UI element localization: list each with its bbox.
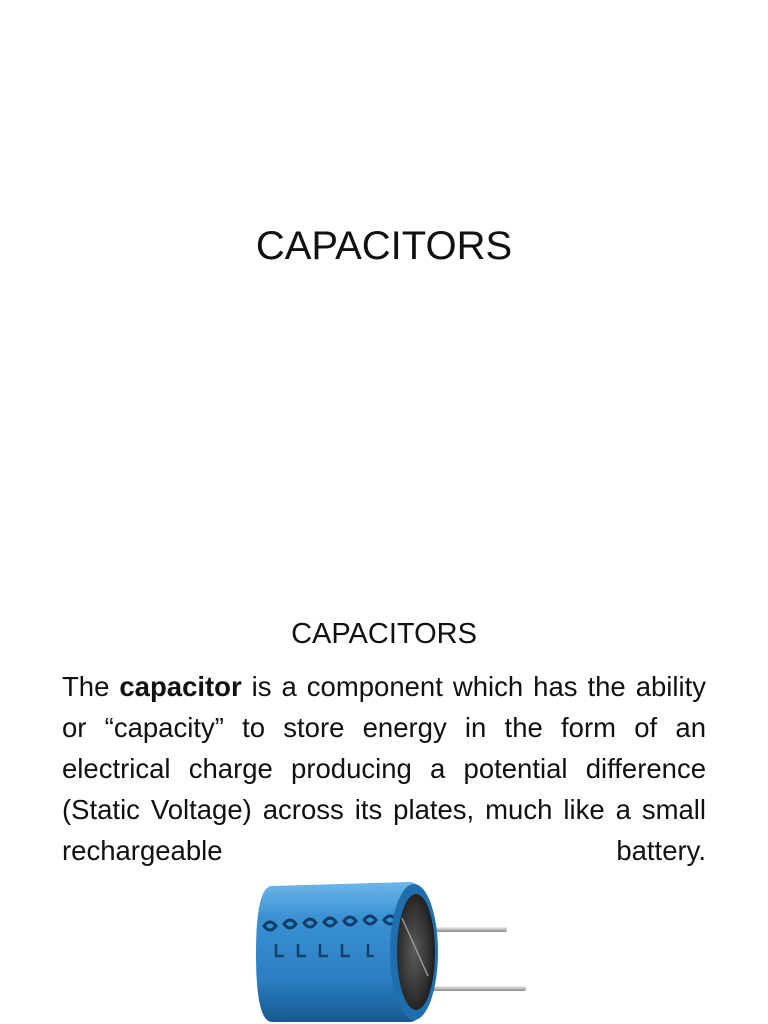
capacitor-image — [250, 876, 540, 1024]
body-paragraph — [62, 666, 706, 871]
capacitor-lead-top — [425, 927, 507, 932]
bold-term: capacitor — [119, 671, 242, 702]
slide-title: CAPACITORS — [255, 224, 513, 268]
paragraph-text-start: The — [62, 671, 120, 702]
paragraph-text-rest: is a component which has the ability or “capacity” to store energy in the form of an electrical charge producing a potential difference (Static Voltage) across its plates, much like a small rechargeable battery. — [62, 671, 707, 866]
content-slide — [0, 576, 768, 1024]
slide-heading: CAPACITORS — [291, 618, 477, 650]
